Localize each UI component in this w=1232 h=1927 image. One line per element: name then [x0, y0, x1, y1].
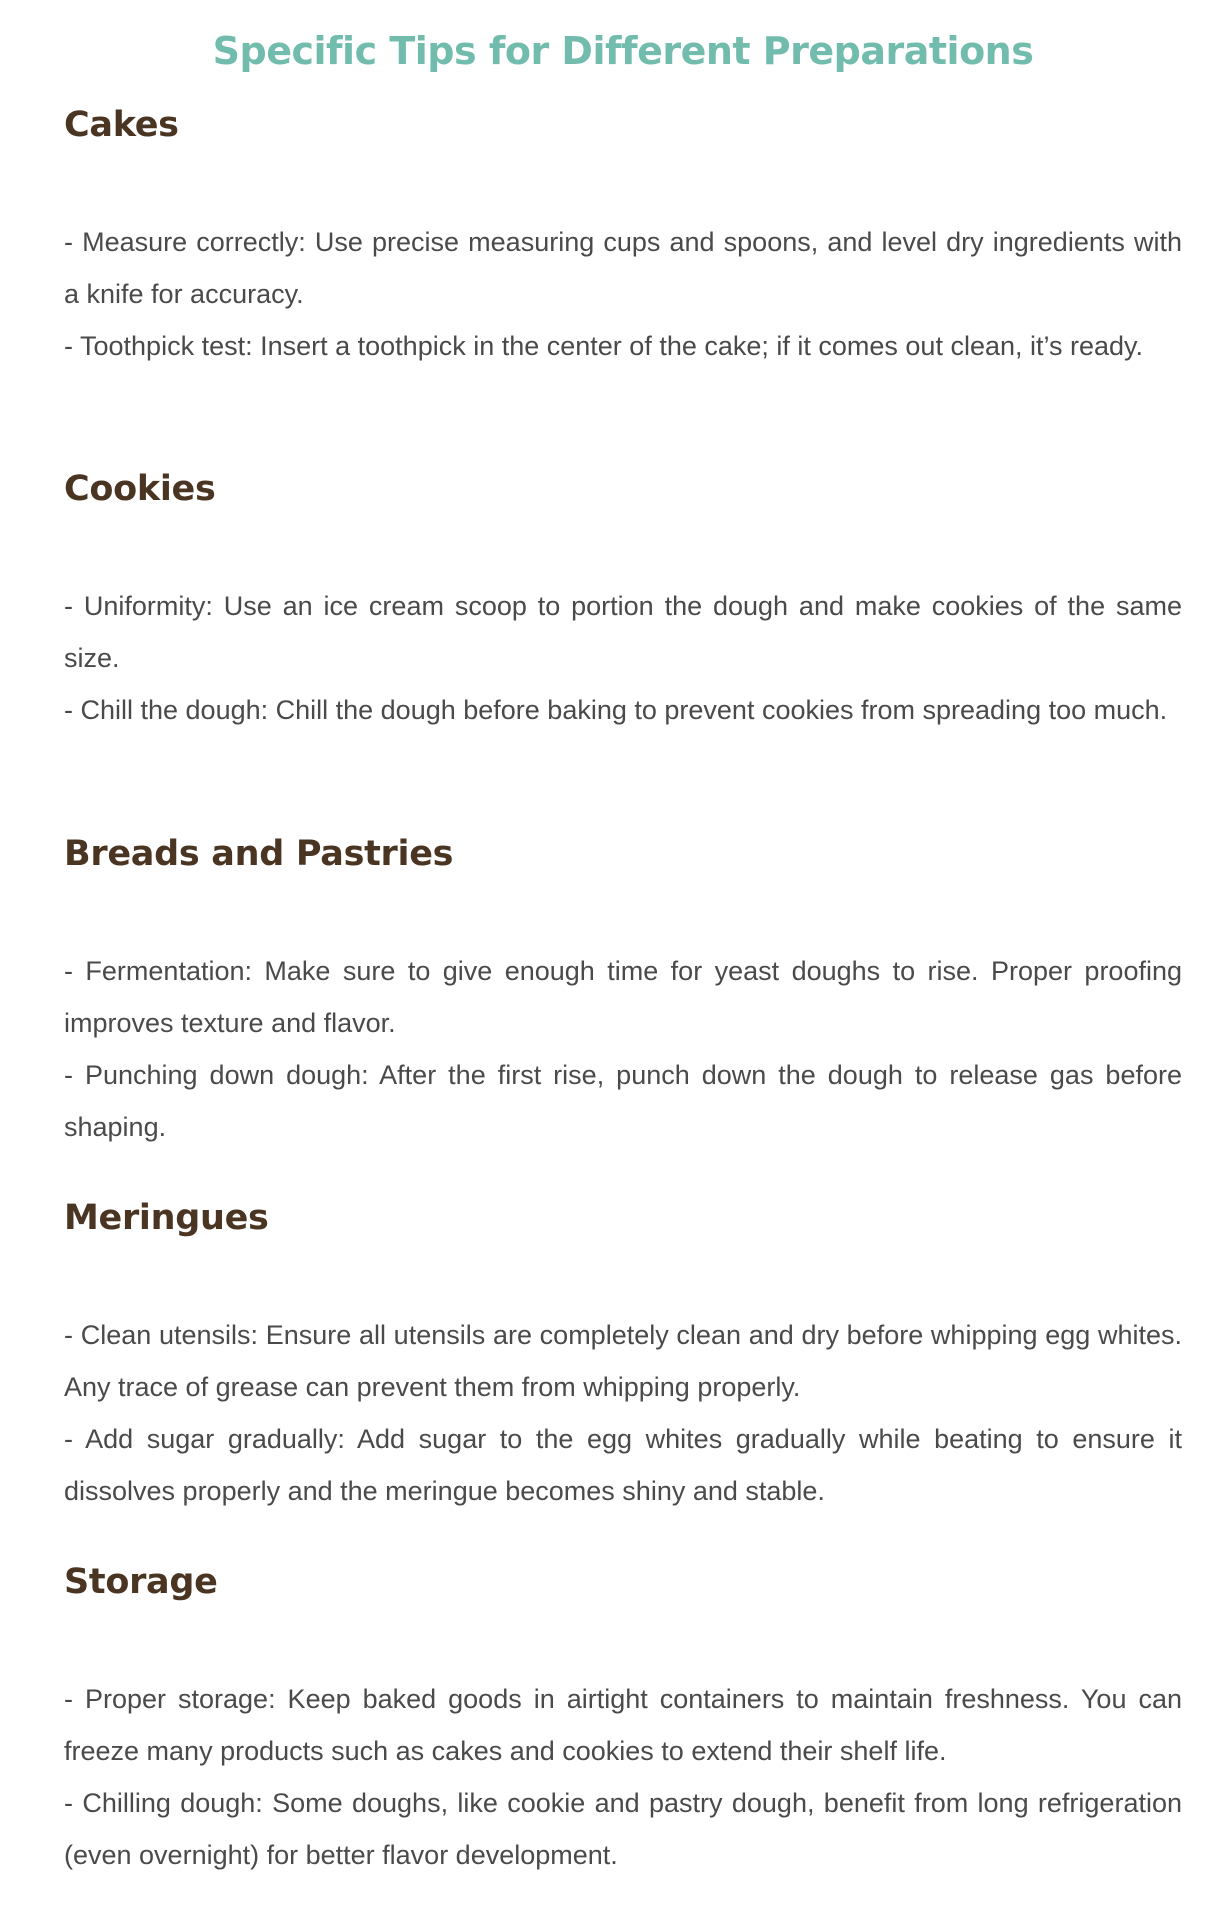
tip-item: - Measure correctly: Use precise measuring cups and spoons, and level dry ingredients with a knife for accuracy.	[64, 227, 1182, 309]
tip-list-cakes	[64, 216, 1182, 372]
tip-list-cookies	[64, 580, 1182, 736]
section-heading-storage: Storage	[64, 1562, 218, 1602]
tip-item: - Uniformity: Use an ice cream scoop to portion the dough and make cookies of the same size.	[64, 591, 1182, 673]
tip-list-storage	[64, 1673, 1182, 1881]
tip-item: - Add sugar gradually: Add sugar to the egg whites gradually while beating to ensure it dissolves properly and the meringue becomes shiny and stable.	[64, 1424, 1182, 1506]
tip-item: - Punching down dough: After the first rise, punch down the dough to release gas before shaping.	[64, 1060, 1182, 1142]
section-meringues	[64, 1193, 1182, 1517]
tip-item: - Proper storage: Keep baked goods in airtight containers to maintain freshness. You can freeze many products such as cakes and cookies to extend their shelf life.	[64, 1684, 1182, 1766]
section-heading-breads-and-pastries: Breads and Pastries	[64, 834, 454, 874]
section-heading-cookies: Cookies	[64, 469, 216, 509]
section-breads-and-pastries	[64, 829, 1182, 1153]
section-storage	[64, 1557, 1182, 1881]
tip-item: - Clean utensils: Ensure all utensils are completely clean and dry before whipping egg whites. Any trace of grease can prevent them from whipping properly.	[64, 1320, 1182, 1402]
tip-item: - Fermentation: Make sure to give enough time for yeast doughs to rise. Proper proofing improves texture and flavor.	[64, 956, 1182, 1038]
section-cookies	[64, 464, 1182, 736]
tip-item: - Chilling dough: Some doughs, like cookie and pastry dough, benefit from long refrigeration (even overnight) for better flavor development.	[64, 1788, 1182, 1870]
tip-list-meringues	[64, 1309, 1182, 1517]
section-heading-cakes: Cakes	[64, 105, 179, 145]
page-title: Specific Tips for Different Preparations	[212, 29, 1034, 73]
tip-item: - Chill the dough: Chill the dough before baking to prevent cookies from spreading too much.	[64, 695, 1168, 725]
section-heading-meringues: Meringues	[64, 1198, 269, 1238]
tip-list-breads-and-pastries	[64, 945, 1182, 1153]
document-page	[64, 0, 1182, 1870]
section-cakes	[64, 100, 1182, 372]
tip-item: - Toothpick test: Insert a toothpick in the center of the cake; if it comes out clean, it’s ready.	[64, 331, 1144, 361]
